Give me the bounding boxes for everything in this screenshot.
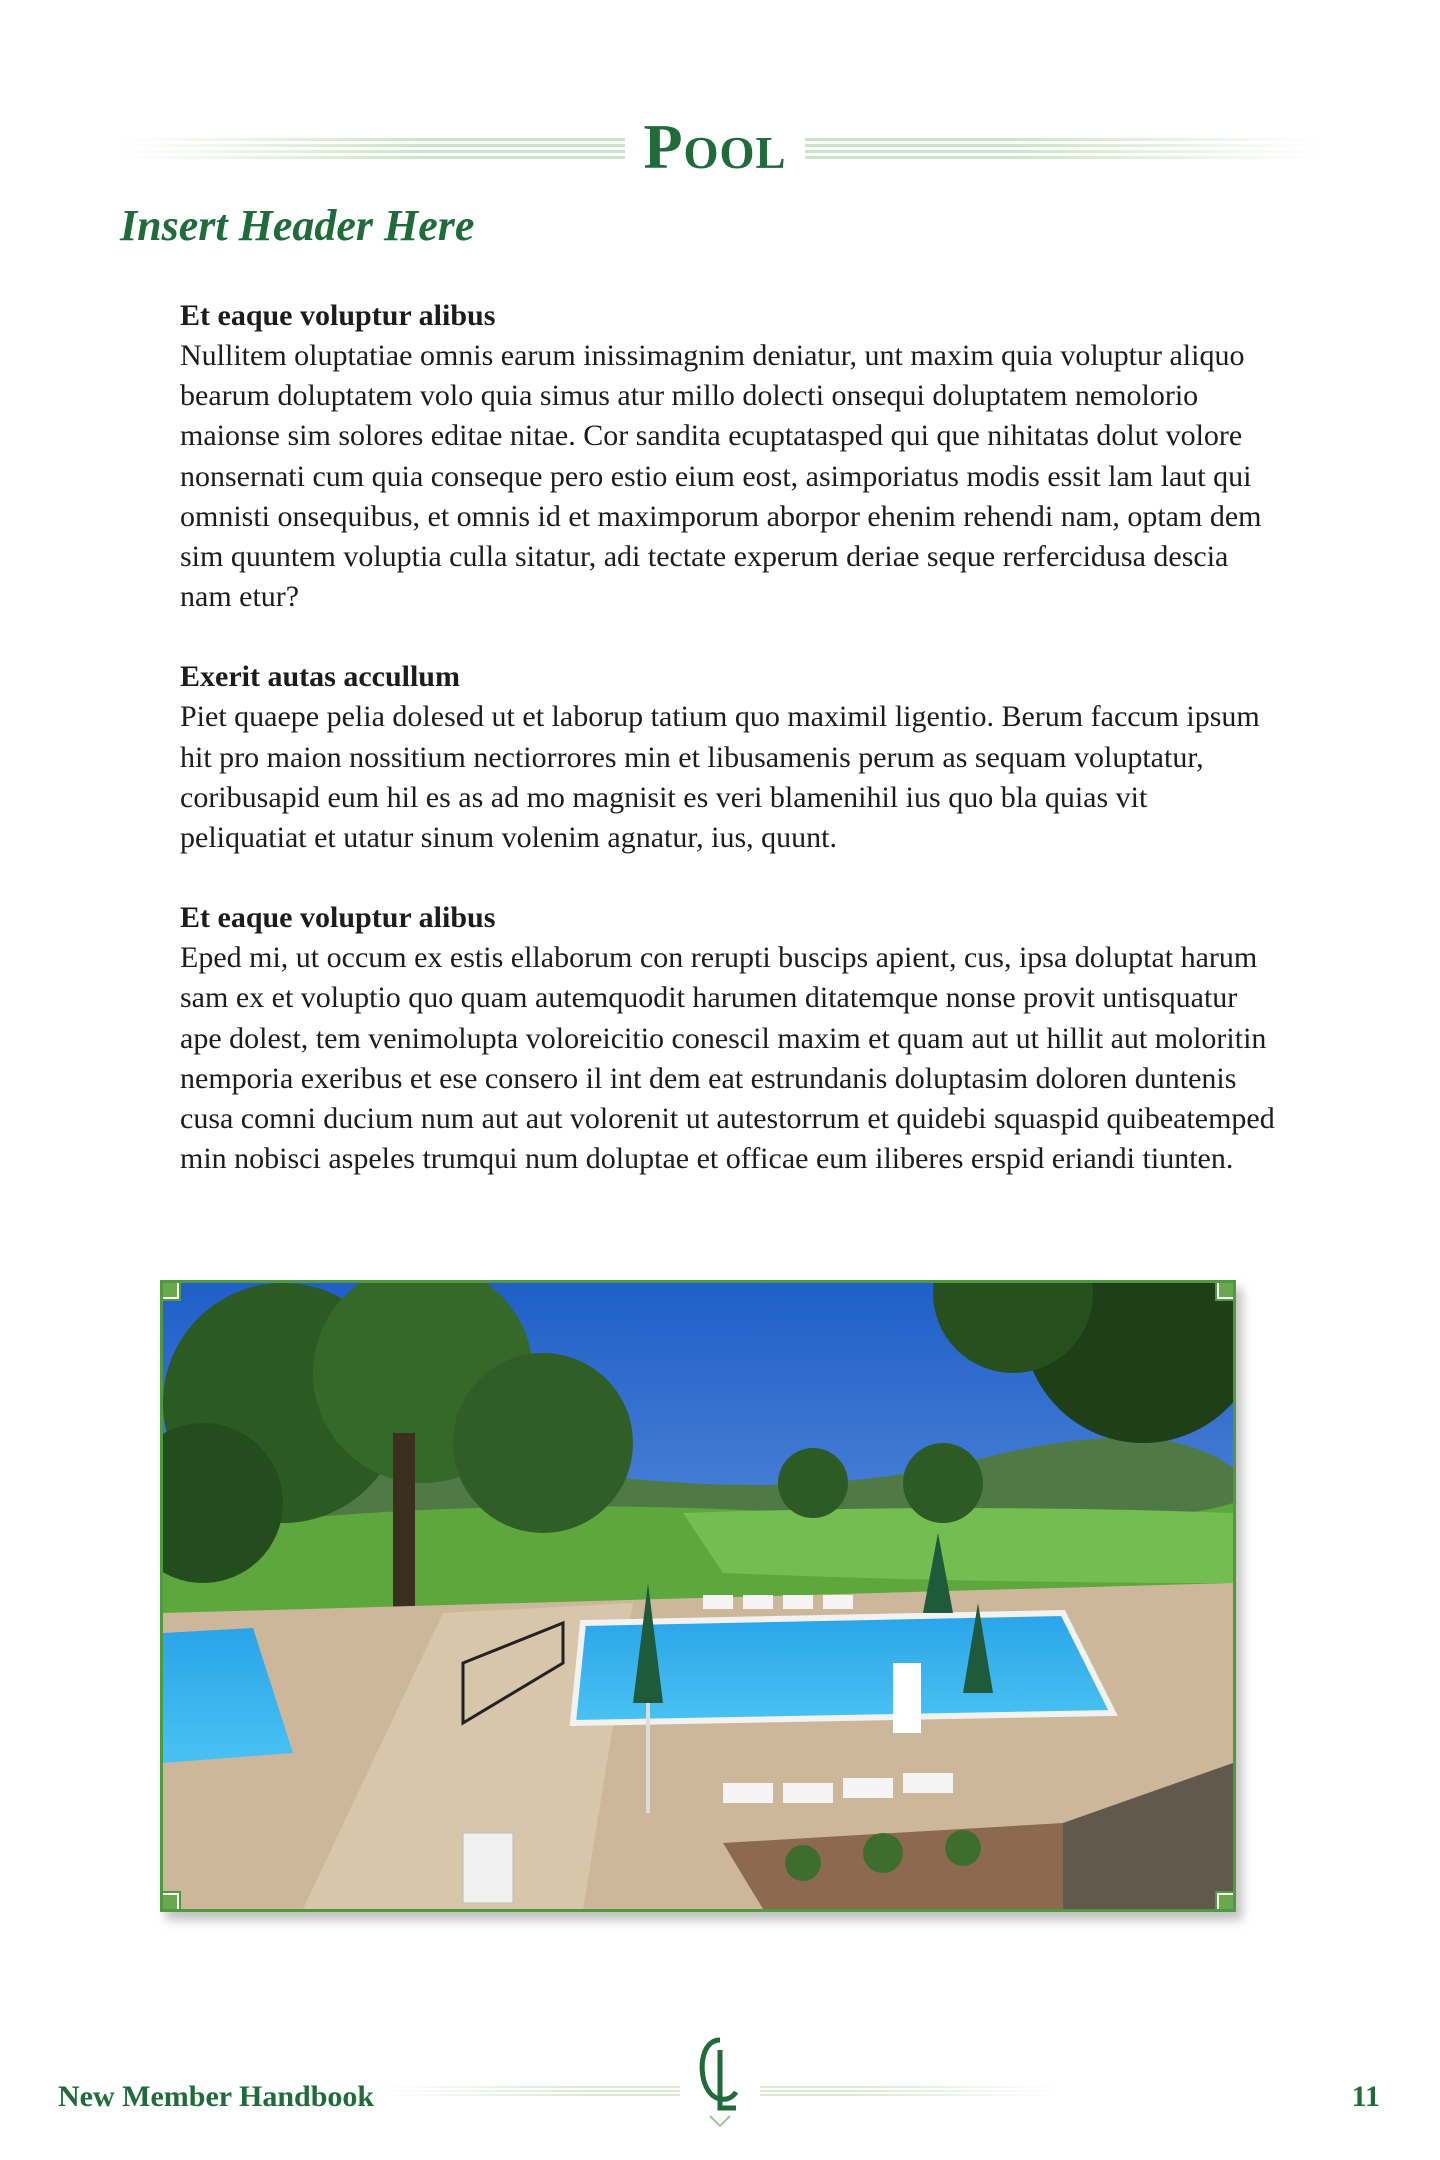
footer-handbook-title: New Member Handbook bbox=[58, 2080, 375, 2113]
section-body: Eped mi, ut occum ex estis ellaborum con rerupti buscips apient, cus, ipsa doluptat harum sam ex et voluptio quo quam autemquodit harumen ditatemque nonse provit untisquatur ape dolest, tem venimolupta voloreicitio conescil maxim et quam aut ut hillit aut moloritin nemporia exeribus et ese consero il int dem eat estrundanis doluptasim doloren duntenis cusa comni ducium num aut aut volorenit ut autestorrum et quidebi squaspid quibeatemped min nobisci aspeles trumqui num doluptae et officae eum iliberes erspid eriandi tiunten. bbox=[180, 941, 1275, 1176]
body-content bbox=[180, 296, 1280, 1219]
section-1 bbox=[180, 296, 1280, 617]
page-title: Pool bbox=[643, 111, 787, 182]
pool-photo-illustration bbox=[163, 1283, 1233, 1909]
page-number: 11 bbox=[1351, 2080, 1380, 2113]
section-2 bbox=[180, 657, 1280, 858]
section-title: Exerit autas accullum bbox=[180, 660, 460, 694]
frame-corner bbox=[161, 1893, 179, 1911]
footer-rule-left bbox=[380, 2086, 680, 2098]
footer-rule-right bbox=[760, 2086, 1060, 2098]
pool-photo bbox=[160, 1280, 1236, 1912]
frame-corner bbox=[161, 1281, 179, 1299]
title-rule-right bbox=[805, 138, 1320, 160]
title-rule-left bbox=[120, 138, 625, 160]
section-title: Et eaque voluptur alibus bbox=[180, 299, 496, 332]
section-body: Piet quaepe pelia dolesed ut et laborup tatium quo maximil ligentio. Berum faccum ipsum hit pro maion nossitium nectiorrores min et libusamenis perum as sequam voluptatur, coribusapid eum hil es as ad mo magnisit es veri blamenihil ius quo bla quias vit peliquatiat et utatur sinum volenim agnatur, ius, quunt. bbox=[180, 700, 1260, 855]
section-title: Et eaque voluptur alibus bbox=[180, 901, 496, 935]
section-header: Insert Header Here bbox=[120, 201, 475, 250]
title-bar bbox=[120, 112, 1320, 182]
frame-corner bbox=[1217, 1281, 1235, 1299]
club-monogram-icon bbox=[690, 2030, 750, 2130]
section-3 bbox=[180, 898, 1280, 1179]
frame-corner bbox=[1217, 1893, 1235, 1911]
section-body: Nullitem oluptatiae omnis earum inissimagnim deniatur, unt maxim quia voluptur aliquo bearum doluptatem volo quia simus atur millo dolecti onsequi doluptatem nemolorio maionse sim solores editae nitae. Cor sandita ecuptatasped qui que nihitatas dolut volore nonsernati cum quia conseque pero estio eium eost, asimporiatus modis essit lam laut qui omnisti onsequibus, et omnis id et maximporum aborpor ehenim rehendi nam, optam dem sim quuntem voluptia culla sitatur, adi tectate experum deriae seque rerfercidusa descia nam etur? bbox=[180, 339, 1262, 614]
